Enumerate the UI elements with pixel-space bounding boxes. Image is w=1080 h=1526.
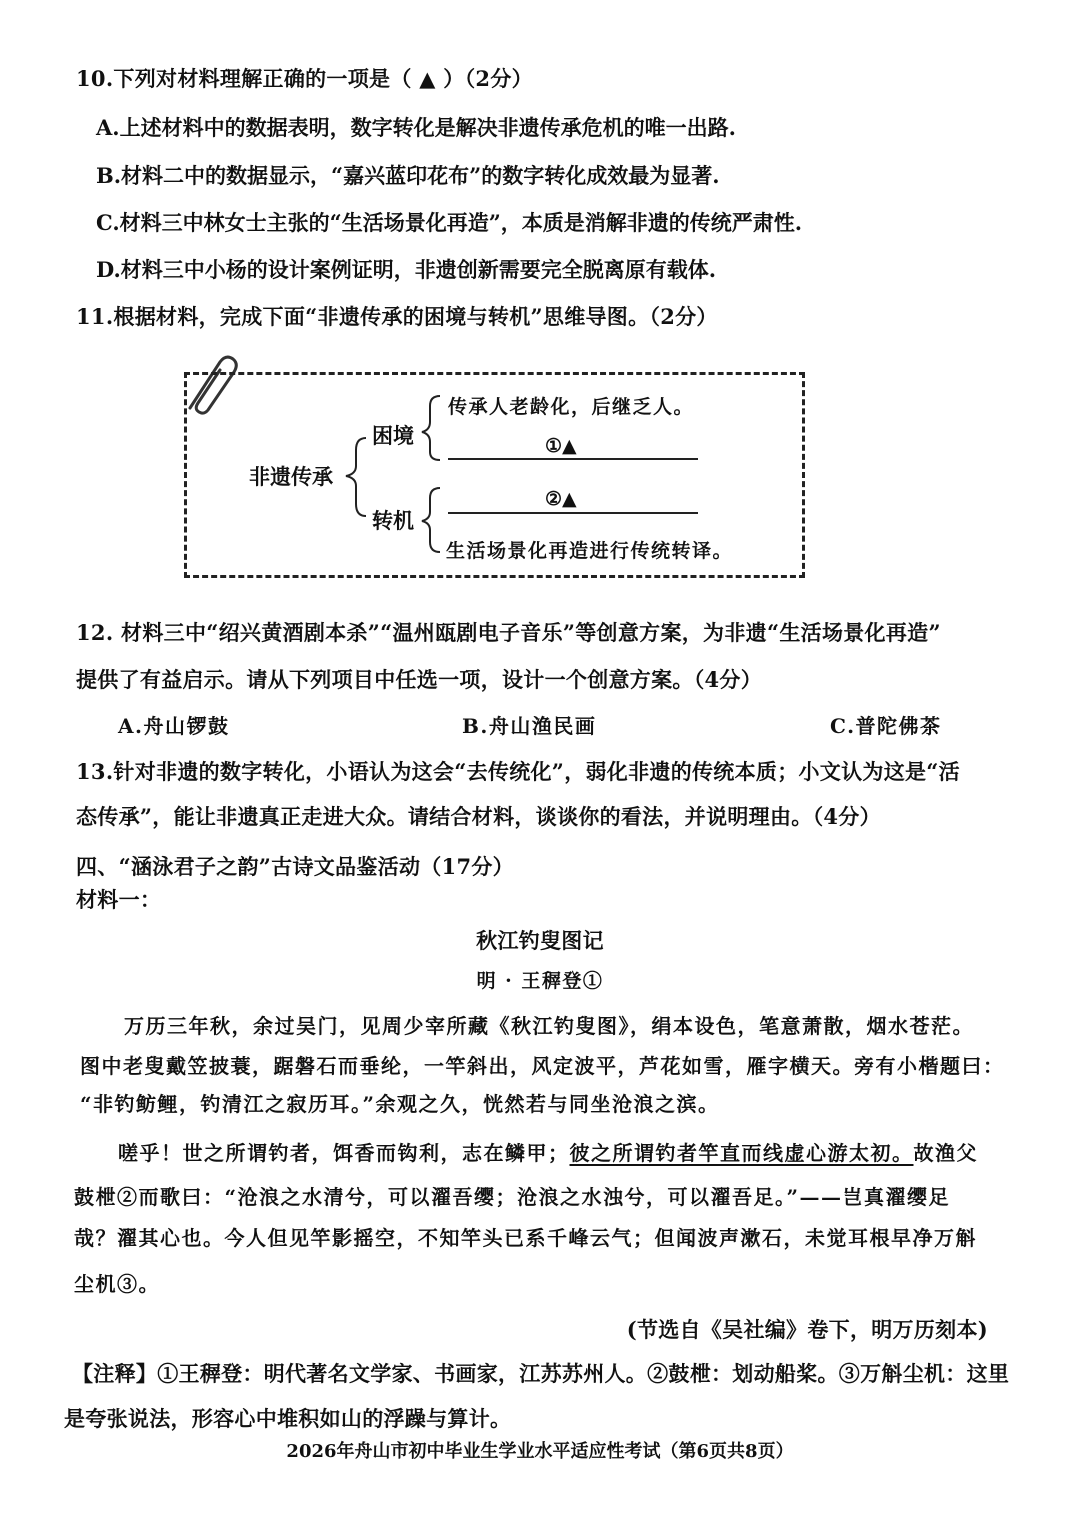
passage-para2-line4: 尘机③。 (74, 1272, 160, 1296)
passage-underlined-sentence: 彼之所谓钓者竿直而线虚心游太初。 (569, 1141, 914, 1165)
q10-option-d: D.材料三中小杨的设计案例证明，非遗创新需要完全脱离原有载体. (96, 257, 717, 282)
passage-para2-line3: 哉？濯其心也。今人但见竿影摇空，不知竿头已系千峰云气；但闻波声漱石，未觉耳根早净万斛 (74, 1226, 977, 1250)
passage-source: (节选自《吴社编》卷下，明万历刻本) (626, 1317, 988, 1342)
q12-line-2: 提供了有益启示。请从下列项目中任选一项，设计一个创意方案。（4分） (76, 667, 763, 692)
page-footer: 2026年舟山市初中毕业生学业水平适应性考试（第6页共8页） (286, 1441, 794, 1462)
q10-option-b: B.材料二中的数据显示，“嘉兴蓝印花布”的数字转化成效最为显著. (96, 163, 720, 188)
passage-para1-line3: “非钓鲂鲤，钓清江之寂历耳。”余观之久，恍然若与同坐沧浪之滨。 (80, 1092, 720, 1116)
mindmap-blank-1-label: ①▲ (545, 435, 577, 457)
passage-para2-line1 (118, 1137, 978, 1166)
material-one-label: 材料一： (76, 887, 162, 912)
mindmap-branch-opportunity: 转机 (372, 508, 414, 533)
q12-option-c: C.普陀佛茶 (830, 714, 942, 738)
q10-option-a: A.上述材料中的数据表明，数字转化是解决非遗传承危机的唯一出路. (96, 115, 736, 140)
q13-line-2: 态传承”，能让非遗真正走进大众。请结合材料，谈谈你的看法，并说明理由。（4分） (76, 804, 881, 829)
mindmap-opportunity-item: 生活场景化再造进行传统转译。 (446, 540, 734, 562)
passage-para2-line2: 鼓枻②而歌曰：“沧浪之水清兮，可以濯吾缨；沧浪之水浊兮，可以濯吾足。”——岂真濯缨足 (74, 1185, 951, 1209)
mindmap-blank-2-line[interactable] (448, 512, 698, 514)
passage-para1-line1: 万历三年秋，余过吴门，见周少宰所藏《秋江钓叟图》，绢本设色，笔意萧散，烟水苍茫。 (124, 1014, 974, 1038)
section-4-heading: 四、“涵泳君子之韵”古诗文品鉴活动（17分） (76, 854, 514, 879)
q12-option-b: B.舟山渔民画 (462, 714, 597, 738)
notes-line-1: 【注释】①王稺登：明代著名文学家、书画家，江苏苏州人。②鼓枻：划动船桨。③万斛尘机：这里 (72, 1361, 1010, 1386)
passage-para2-line1-plain: 嗟乎！世之所谓钓者，饵香而钩利，志在鳞甲； (118, 1141, 570, 1165)
q12-line-1: 12. 材料三中“绍兴黄酒剧本杀”“温州瓯剧电子音乐”等创意方案，为非遗“生活场景化再造” (76, 620, 941, 645)
passage-author: 明 · 王稺登① (476, 970, 604, 992)
q10-stem: 10.下列对材料理解正确的一项是（ ▲ ）（2分） (76, 66, 533, 91)
q10-option-c: C.材料三中林女士主张的“生活场景化再造”，本质是消解非遗的传统严肃性. (96, 210, 803, 235)
mindmap-blank-2-label: ②▲ (545, 488, 577, 510)
mindmap-root: 非遗传承 (249, 464, 333, 489)
mindmap-difficulty-item: 传承人老龄化，后继乏人。 (448, 396, 695, 418)
passage-para1-line2: 图中老叟戴笠披蓑，踞磐石而垂纶，一竿斜出，风定波平，芦花如雪，雁字横天。旁有小楷题曰： (80, 1054, 1005, 1078)
mindmap-blank-1-line[interactable] (448, 458, 698, 460)
q13-line-1: 13.针对非遗的数字转化，小语认为这会“去传统化”，弱化非遗的传统本质；小文认为这是“活 (76, 759, 960, 784)
q11-stem: 11.根据材料，完成下面“非遗传承的困境与转机”思维导图。（2分） (76, 304, 718, 329)
notes-line-2: 是夸张说法，形容心中堆积如山的浮躁与算计。 (64, 1406, 512, 1431)
passage-title: 秋江钓叟图记 (476, 928, 604, 953)
q12-option-a: A.舟山锣鼓 (118, 714, 230, 738)
mindmap-branch-difficulty: 困境 (372, 423, 414, 448)
passage-para2-line1-tail: 故渔父 (913, 1141, 978, 1165)
